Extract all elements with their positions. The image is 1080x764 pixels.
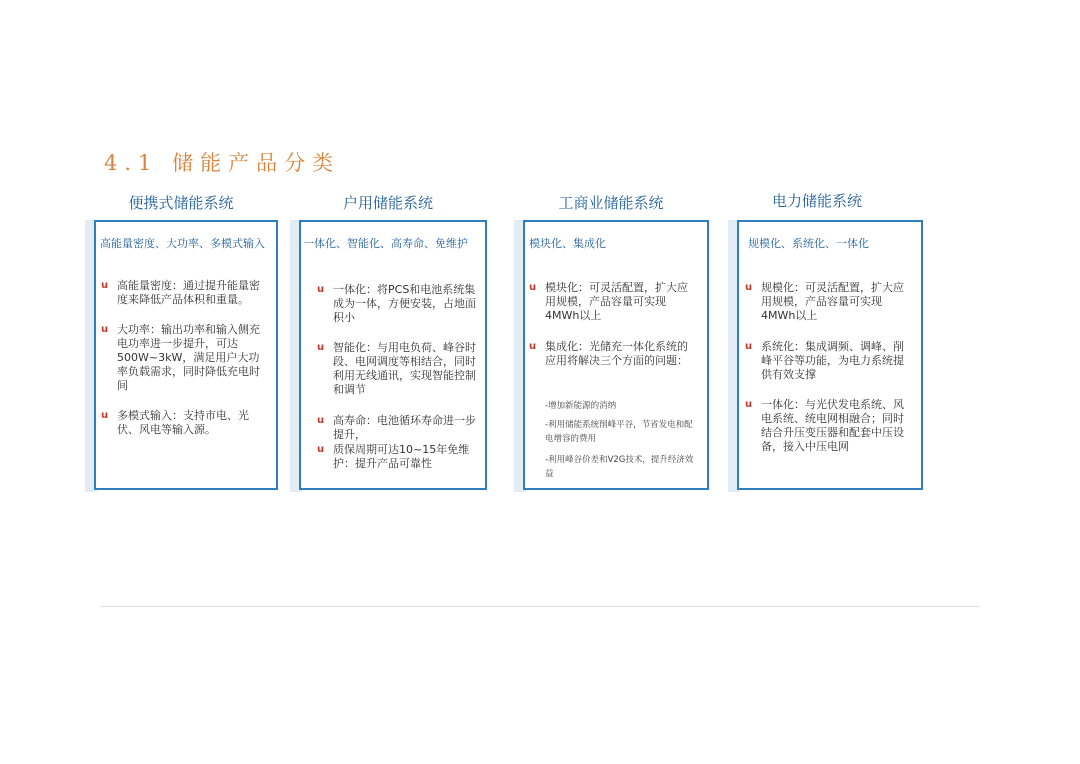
bullet-text: 多模式输入：支持市电、光伏、风电等输入源。 bbox=[117, 409, 249, 436]
subnote: -利用峰谷价差和V2G技术，提升经济效益 bbox=[545, 455, 694, 479]
bullet-item bbox=[745, 281, 909, 323]
bullet-text: 大功率：输出功率和输入侧充电功率进一步提升，可达500W~3kW，满足用户大功率负载需求，同时降低充电时间 bbox=[117, 323, 260, 392]
bullet-marker: u bbox=[529, 341, 537, 352]
bullet-marker: u bbox=[529, 282, 537, 293]
card-commercial bbox=[523, 220, 709, 490]
divider-line bbox=[100, 606, 980, 607]
subnote: -利用储能系统削峰平谷，节省发电和配电增容的费用 bbox=[545, 420, 693, 444]
bullet-marker: u bbox=[317, 415, 325, 426]
bullet-text: 集成化：光储充一体化系统的应用将解决三个方面的问题： bbox=[545, 340, 688, 367]
bullet-marker: u bbox=[317, 284, 325, 295]
card-title: 模块化、集成化 bbox=[529, 237, 606, 250]
bullet-marker: u bbox=[101, 280, 109, 291]
bullet-text: 规模化：可灵活配置，扩大应用规模，产品容量可实现4MWh以上 bbox=[761, 281, 904, 322]
column-heading-household: 户用储能系统 bbox=[342, 194, 433, 212]
card-power bbox=[737, 220, 923, 490]
card-household bbox=[299, 220, 487, 490]
bullet-item bbox=[101, 409, 261, 437]
bullet-text: 高能量密度：通过提升能量密度来降低产品体积和重量。 bbox=[117, 279, 260, 306]
bullet-item bbox=[317, 341, 481, 397]
bullet-item bbox=[101, 279, 261, 307]
bullet-item bbox=[529, 281, 693, 323]
bullet-item bbox=[745, 398, 909, 454]
column-heading-power: 电力储能系统 bbox=[771, 192, 862, 210]
bullet-item bbox=[317, 283, 481, 325]
bullet-text: 质保周期可达10~15年免维护：提升产品可靠性 bbox=[333, 443, 470, 470]
bullet-marker: u bbox=[317, 444, 325, 455]
bullet-marker: u bbox=[101, 324, 109, 335]
bullet-marker: u bbox=[745, 399, 753, 410]
section-title: 4.1 储能产品分类 bbox=[104, 151, 341, 175]
column-heading-portable: 便携式储能系统 bbox=[128, 194, 234, 212]
bullet-marker: u bbox=[101, 410, 109, 421]
bullet-item bbox=[317, 443, 481, 471]
subnote: -增加新能源的消纳 bbox=[545, 401, 617, 411]
bullet-text: 高寿命：电池循环寿命进一步提升， bbox=[333, 414, 476, 441]
bullet-text: 系统化：集成调频、调峰、削峰平谷等功能，为电力系统提供有效支撑 bbox=[761, 340, 904, 381]
bullet-marker: u bbox=[317, 342, 325, 353]
card-title: 高能量密度、大功率、多模式输入 bbox=[100, 237, 265, 250]
bullet-text: 模块化：可灵活配置，扩大应用规模，产品容量可实现4MWh以上 bbox=[545, 281, 688, 322]
bullet-item bbox=[745, 340, 909, 382]
bullet-text: 智能化：与用电负荷、峰谷时段、电网调度等相结合，同时利用无线通讯，实现智能控制和调节 bbox=[333, 341, 476, 396]
card-portable bbox=[94, 220, 278, 490]
bullet-text: 一体化：与光伏发电系统、风电系统、统电网相融合；同时结合升压变压器和配套中压设备，接入中压电网 bbox=[761, 398, 904, 453]
column-heading-commercial: 工商业储能系统 bbox=[558, 194, 664, 212]
bullet-item bbox=[529, 340, 693, 368]
bullet-text: 一体化：将PCS和电池系统集成为一体，方便安装，占地面积小 bbox=[333, 283, 476, 324]
bullet-marker: u bbox=[745, 282, 753, 293]
bullet-item bbox=[101, 323, 261, 393]
card-title: 一体化、智能化、高寿命、免维护 bbox=[303, 237, 468, 250]
bullet-marker: u bbox=[745, 341, 753, 352]
bullet-item bbox=[317, 414, 481, 442]
card-title: 规模化、系统化、一体化 bbox=[748, 237, 869, 250]
